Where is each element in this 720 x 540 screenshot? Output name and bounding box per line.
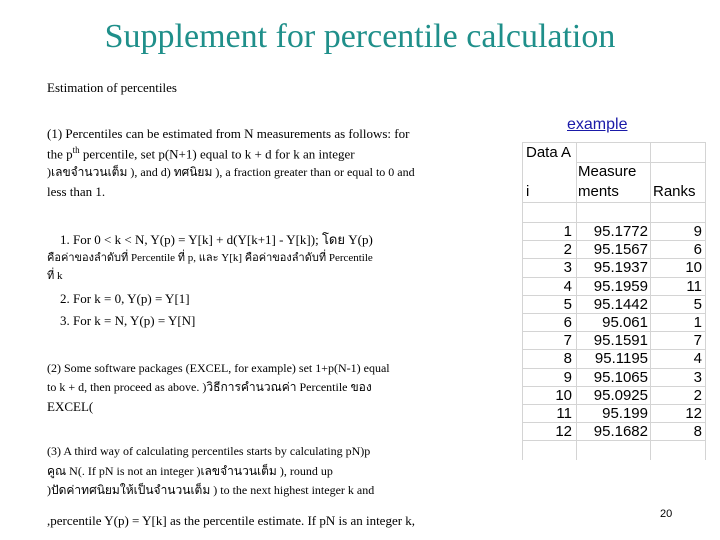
rule1-line-b: คือค่าของลำดับที่ Percentile ที่ p, และ Y[k] คือค่าของลำดับที่ Percentile [47,252,373,264]
para1-line2-a: the p [47,146,73,162]
row-rank: 7 [693,332,702,350]
row-rank: 12 [685,405,702,422]
row-rank: 10 [685,259,702,277]
rule3: 3. For k = N, Y(p) = Y[N] [60,313,196,328]
row-rank: 3 [693,368,702,386]
row-index: 9 [563,368,572,386]
row-rank: 2 [693,386,702,404]
row-rank: 5 [693,295,702,313]
row-measurement: 95.1065 [593,368,648,386]
para1-line2-b: percentile, set p(N+1) equal to k + d for k an integer [79,146,355,162]
header-data-a: Data A [526,144,572,161]
rule1-line-a: 1. For 0 < k < N, Y(p) = Y[k] + d(Y[k+1] - Y[k]); โดย Y(p) [60,232,373,247]
row-measurement: 95.1772 [593,223,648,240]
row-index: 7 [563,332,572,350]
header-i: i [526,183,530,200]
header-ranks: Ranks [653,183,696,200]
row-index: 2 [563,241,572,259]
header-ments: ments [578,183,619,200]
para2-line1: (2) Some software packages (EXCEL, for example) set 1+p(N-1) equal [47,361,390,375]
para1-line4: less than 1. [47,184,106,199]
rule2: 2. For k = 0, Y(p) = Y[1] [60,291,190,306]
row-measurement: 95.1442 [593,295,648,313]
rule1-line-c: ที่ k [47,270,63,282]
para3-line2: คูณ N(. If pN is not an integer )เลขจำนวนเต็ม ), round up [47,464,333,478]
row-rank: 1 [693,314,702,331]
spreadsheet [522,142,706,460]
row-measurement: 95.199 [602,405,648,422]
para1-line2-sup: th [72,145,80,155]
row-rank: 8 [693,423,702,441]
row-index: 3 [563,259,572,277]
para2-line2: to k + d, then proceed as above. )วิธีการคำนวณค่า Percentile ของ [47,380,372,394]
row-rank: 6 [693,241,702,259]
row-rank: 11 [686,277,702,295]
row-measurement: 95.1937 [593,259,648,277]
row-measurement: 95.0925 [593,386,648,404]
para1-line3: )เลขจำนวนเต็ม ), and d) ทศนิยม ), a fraction greater than or equal to 0 and [47,165,415,179]
row-index: 5 [563,295,572,313]
row-index: 1 [563,223,572,240]
row-rank: 4 [693,350,702,368]
subtitle: Estimation of percentiles [47,80,177,95]
row-index: 11 [556,405,572,422]
para3-line3: )ปัดค่าทศนิยมให้เป็นจำนวนเต็ม ) to the next highest integer k and [47,483,375,497]
example-link[interactable]: example [567,116,628,133]
row-measurement: 95.1591 [593,332,648,350]
row-rank: 9 [693,223,702,240]
para4-line1: ,percentile Y(p) = Y[k] as the percentile estimate. If pN is an integer k, [47,513,416,528]
row-index: 10 [555,386,572,404]
row-measurement: 95.1195 [594,350,648,368]
row-index: 12 [555,423,572,441]
row-measurement: 95.061 [602,314,648,331]
row-index: 4 [563,277,572,295]
header-measure: Measure [578,163,637,180]
row-measurement: 95.1682 [593,423,648,441]
para1-line1: (1) Percentiles can be estimated from N measurements as follows: for [47,126,410,141]
para1-line2 [47,145,355,162]
row-measurement: 95.1959 [593,277,648,295]
para3-line1: (3) A third way of calculating percentiles starts by calculating pN)p [47,444,371,458]
row-measurement: 95.1567 [593,241,648,259]
para2-line3: EXCEL( [47,399,94,414]
page-number: 20 [660,508,673,520]
row-index: 8 [563,350,572,368]
page-title: Supplement for percentile calculation [104,18,616,55]
row-index: 6 [563,314,572,331]
